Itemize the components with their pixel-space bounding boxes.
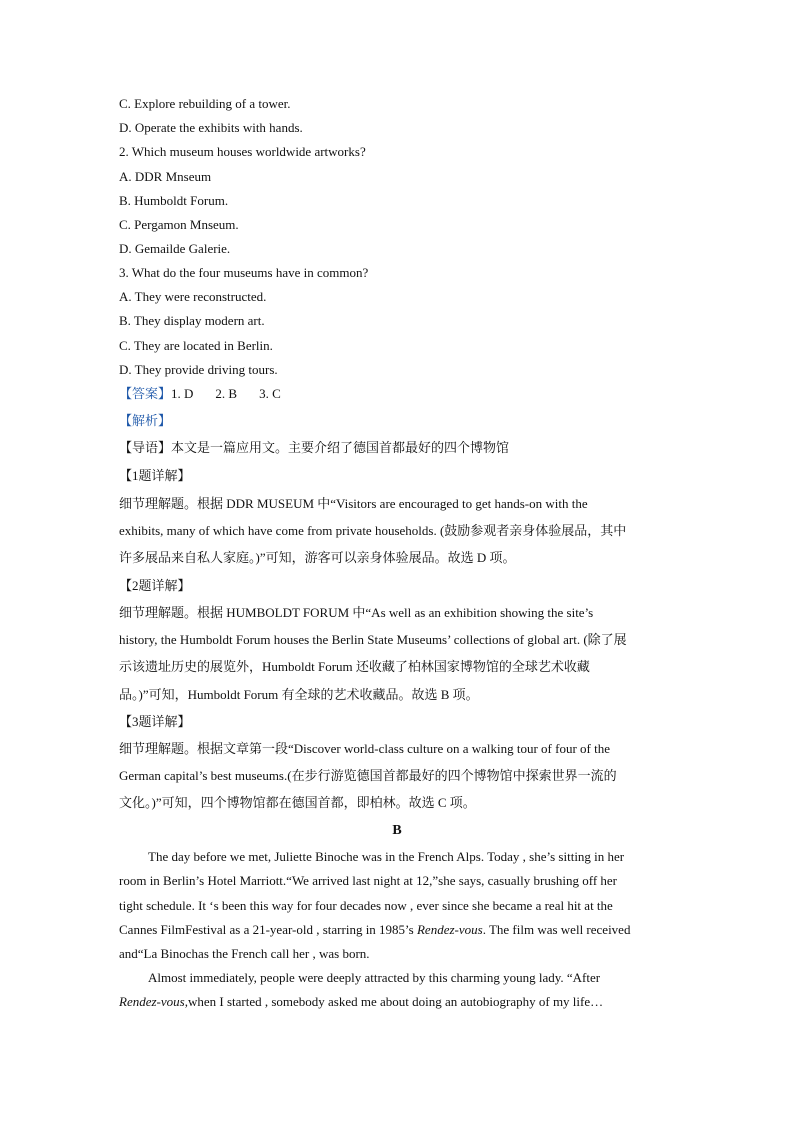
detail1-line-3: 许多展品来自私人家庭。)”可知，游客可以亲身体验展品。故选 D 项。 (119, 550, 516, 565)
detail1-label: 【1题详解】 (119, 468, 191, 483)
detail3-label: 【3题详解】 (119, 714, 191, 729)
answer-item-1: 1. D (171, 386, 194, 401)
passage-p1-line-5: and“La Binochas the French call her , was born. (119, 946, 370, 961)
detail2-label: 【2题详解】 (119, 578, 191, 593)
q2-option-d: D. Gemailde Galerie. (119, 241, 231, 256)
answer-item-2: 2. B (215, 386, 238, 401)
detail3-line-1: 细节理解题。根据文章第一段“Discover world-class culture on a walking tour of four of the (119, 741, 611, 756)
analysis-label: 【解析】 (119, 413, 172, 428)
passage-p2-line-1: Almost immediately, people were deeply attracted by this charming young lady. “After (148, 970, 601, 985)
answer-item-3: 3. C (259, 386, 281, 401)
passage-p2-line-2-post: ,when I started , somebody asked me about doing an autobiography of my life… (184, 994, 604, 1009)
q1-option-c: C. Explore rebuilding of a tower. (119, 96, 291, 111)
passage-p1-line-4 (119, 921, 630, 939)
passage-p1-line-3: tight schedule. It ‘s been this way for four decades now , ever since she became a real hit at the (119, 898, 613, 913)
q1-option-d: D. Operate the exhibits with hands. (119, 120, 303, 135)
q2-option-a: A. DDR Mnseum (119, 169, 212, 184)
detail3-line-2: German capital’s best museums.(在步行游览德国首都最好的四个博物馆中探索世界一流的 (119, 768, 617, 783)
detail3-line-3: 文化。)”可知，四个博物馆都在德国首都，即柏林。故选 C 项。 (119, 795, 476, 810)
answer-row (119, 385, 303, 403)
section-b-title: B (392, 823, 402, 838)
detail2-line-3: 示该遗址历史的展览外，Humboldt Forum 还收藏了柏林国家博物馆的全球艺术收藏 (119, 659, 590, 674)
passage-p1-line-1: The day before we met, Juliette Binoche was in the French Alps. Today , she’s sitting in her (148, 849, 625, 864)
passage-p1-line-4-pre: Cannes FilmFestival as a 21-year-old , starring in 1985’s (119, 922, 417, 937)
detail1-line-1: 细节理解题。根据 DDR MUSEUM 中“Visitors are encouraged to get hands-on with the (119, 496, 588, 511)
q3-question: 3. What do the four museums have in common? (119, 265, 369, 280)
q3-option-a: A. They were reconstructed. (119, 289, 267, 304)
q3-option-b: B. They display modern art. (119, 313, 265, 328)
film-title-2: Rendez-vous (119, 994, 185, 1009)
q3-option-d: D. They provide driving tours. (119, 362, 278, 377)
detail1-line-2: exhibits, many of which have come from private households. (鼓励参观者亲身体验展品，其中 (119, 523, 627, 538)
passage-p2-line-2 (119, 993, 603, 1011)
film-title: Rendez-vous (416, 922, 483, 937)
q2-question: 2. Which museum houses worldwide artworks? (119, 144, 366, 159)
q2-option-c: C. Pergamon Mnseum. (119, 217, 239, 232)
passage-p1-line-4-post: . The film was well received (482, 922, 631, 937)
q2-option-b: B. Humboldt Forum. (119, 193, 229, 208)
answer-label: 【答案】 (119, 386, 172, 401)
guide-text: 【导语】本文是一篇应用文。主要介绍了德国首都最好的四个博物馆 (119, 440, 510, 455)
passage-p1-line-2: room in Berlin’s Hotel Marriott.“We arrived last night at 12,”she says, casually brushing off her (119, 873, 618, 888)
detail2-line-4: 品。)”可知，Humboldt Forum 有全球的艺术收藏品。故选 B 项。 (119, 687, 479, 702)
detail2-line-2: history, the Humboldt Forum houses the Berlin State Museums’ collections of global art. (除了展 (119, 632, 627, 647)
q3-option-c: C. They are located in Berlin. (119, 338, 273, 353)
detail2-line-1: 细节理解题。根据 HUMBOLDT FORUM 中“As well as an exhibition showing the site’s (119, 605, 594, 620)
